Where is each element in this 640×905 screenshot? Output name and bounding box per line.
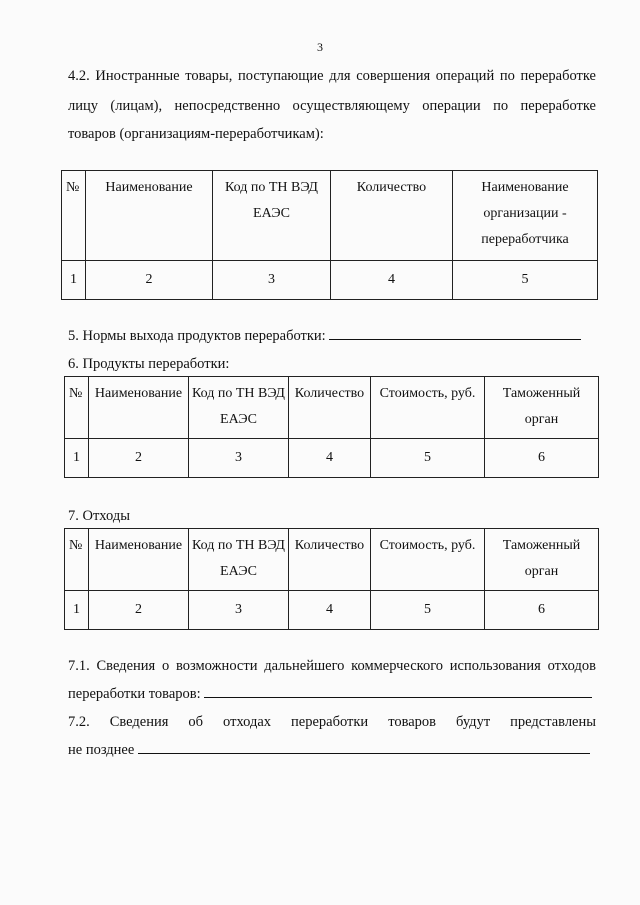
table-number-row: [62, 261, 598, 300]
number-cell: 5: [371, 439, 485, 478]
number-cell: 5: [371, 591, 485, 630]
header-cell-name: Наименование: [86, 171, 213, 261]
header-cell-name: Наименование: [89, 377, 189, 439]
table-number-row: [65, 439, 599, 478]
number-cell: 1: [62, 261, 86, 300]
section-4-2-line-1: 4.2. Иностранные товары, поступающие для совершения операций по переработке: [68, 68, 596, 84]
number-cell: 2: [89, 439, 189, 478]
foreign-goods-table: [61, 170, 598, 300]
number-cell: 5: [453, 261, 598, 300]
processing-products-table: [64, 376, 599, 478]
header-cell-no: №: [62, 171, 86, 261]
number-cell: 3: [189, 591, 289, 630]
number-cell: 4: [289, 591, 371, 630]
section-7-2-line-2: [68, 738, 598, 762]
table-number-row: [65, 591, 599, 630]
number-cell: 3: [189, 439, 289, 478]
page-number: 3: [317, 40, 323, 54]
section-4-2-line-2: лицу (лицам), непосредственно осуществляющему операции по переработке: [68, 98, 596, 114]
number-cell: 6: [485, 591, 599, 630]
section-7-1-line-2: [68, 682, 598, 706]
header-cell-code: Код по ТН ВЭД ЕАЭС: [213, 171, 331, 261]
header-cell-cost: Стоимость, руб.: [371, 377, 485, 439]
section-7-2-line-1: 7.2. Сведения об отходах переработки товаров будут представлены: [68, 714, 596, 730]
header-cell-quantity: Количество: [331, 171, 453, 261]
section-4-2-line-3: товаров (организациям-переработчикам):: [68, 126, 324, 142]
number-cell: 4: [331, 261, 453, 300]
number-cell: 1: [65, 591, 89, 630]
header-cell-code: Код по ТН ВЭД ЕАЭС: [189, 529, 289, 591]
header-cell-name: Наименование: [89, 529, 189, 591]
waste-table: [64, 528, 599, 630]
header-cell-quantity: Количество: [289, 377, 371, 439]
section-7-2-label: не позднее: [68, 742, 135, 758]
number-cell: 1: [65, 439, 89, 478]
section-6-label: 6. Продукты переработки:: [68, 356, 230, 372]
number-cell: 6: [485, 439, 599, 478]
header-cell-no: №: [65, 529, 89, 591]
header-cell-quantity: Количество: [289, 529, 371, 591]
table-header-row: [62, 171, 598, 261]
header-cell-organization: Наименование организации - переработчика: [453, 171, 598, 261]
header-cell-customs: Таможенный орган: [485, 377, 599, 439]
table-header-row: [65, 377, 599, 439]
header-cell-no: №: [65, 377, 89, 439]
section-7-1-fill-line[interactable]: [204, 683, 592, 698]
number-cell: 3: [213, 261, 331, 300]
section-5: [68, 324, 598, 348]
table-header-row: [65, 529, 599, 591]
header-cell-customs: Таможенный орган: [485, 529, 599, 591]
number-cell: 4: [289, 439, 371, 478]
number-cell: 2: [86, 261, 213, 300]
section-7-1-line-1: 7.1. Сведения о возможности дальнейшего коммерческого использования отходов: [68, 658, 596, 674]
header-cell-code: Код по ТН ВЭД ЕАЭС: [189, 377, 289, 439]
header-cell-cost: Стоимость, руб.: [371, 529, 485, 591]
section-7-label: 7. Отходы: [68, 508, 130, 524]
section-7-1-label: переработки товаров:: [68, 686, 201, 702]
section-7-2-fill-line[interactable]: [138, 739, 590, 754]
number-cell: 2: [89, 591, 189, 630]
section-5-fill-line[interactable]: [329, 325, 581, 340]
section-5-label: 5. Нормы выхода продуктов переработки:: [68, 328, 326, 344]
